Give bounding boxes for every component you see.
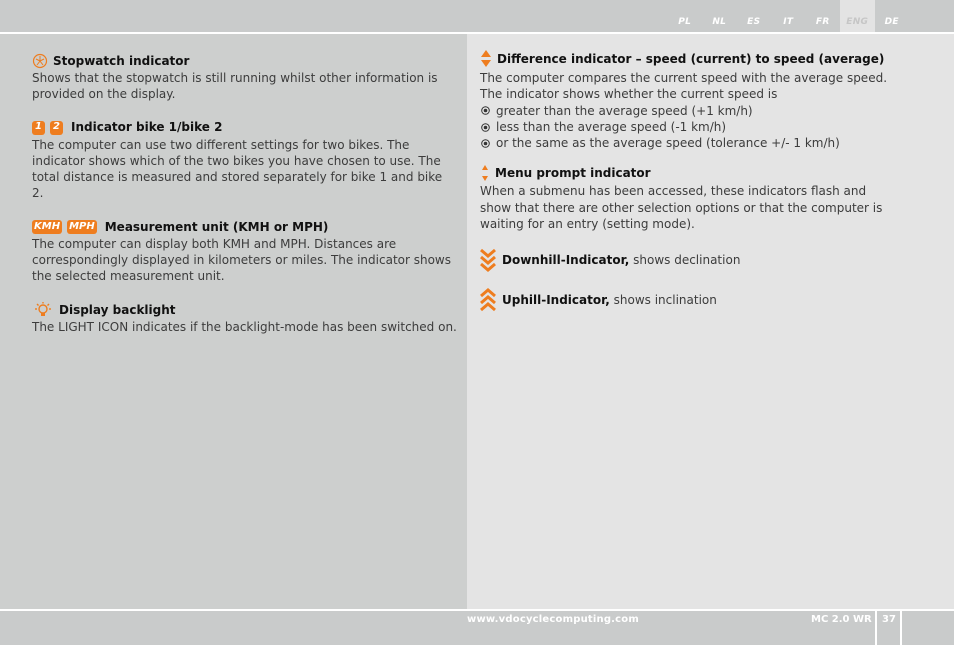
lang-tab-pl[interactable]: PL bbox=[678, 17, 692, 27]
difference-section bbox=[480, 48, 900, 151]
lang-tab-eng[interactable]: ENG bbox=[840, 0, 875, 32]
bike-1-icon: 1 bbox=[32, 121, 45, 135]
bike-section bbox=[32, 119, 457, 202]
bike-2-icon: 2 bbox=[50, 121, 63, 135]
stopwatch-icon bbox=[32, 53, 48, 69]
lang-tab-es[interactable]: ES bbox=[747, 17, 761, 27]
downhill-chevrons-icon bbox=[480, 248, 496, 272]
menu-section bbox=[480, 159, 900, 232]
bike-title: Indicator bike 1/bike 2 bbox=[71, 120, 223, 135]
difference-list bbox=[480, 103, 900, 152]
footer-separator bbox=[875, 611, 877, 645]
bike-text: The computer can use two different settings for two bikes. The indicator shows which of the two bikes you have chosen to use. The total distance is measured and stored separately for bike 1 and bike 2. bbox=[32, 137, 443, 201]
language-tabs bbox=[668, 0, 954, 32]
top-bar bbox=[0, 0, 954, 32]
lang-tab-it[interactable]: IT bbox=[783, 17, 794, 27]
menu-text: When a submenu has been accessed, these indicators flash and show that there are other selection options or that the computer is waiting for an entry (setting mode). bbox=[480, 184, 883, 232]
backlight-text: The LIGHT ICON indicates if the backlight-mode has been switched on. bbox=[32, 319, 457, 334]
target-bullet-icon bbox=[480, 122, 490, 132]
lang-tab-fr[interactable]: FR bbox=[815, 17, 830, 27]
lang-tab-nl[interactable]: NL bbox=[712, 17, 727, 27]
menu-title: Menu prompt indicator bbox=[495, 166, 651, 181]
right-column bbox=[480, 48, 900, 328]
stopwatch-title: Stopwatch indicator bbox=[53, 53, 190, 68]
unit-title: Measurement unit (KMH or MPH) bbox=[104, 219, 329, 234]
page-number: 37 bbox=[882, 614, 896, 625]
footer-bar bbox=[0, 611, 954, 645]
uphill-chevrons-icon bbox=[480, 288, 496, 312]
downhill-row bbox=[480, 248, 900, 272]
target-bullet-icon bbox=[480, 138, 490, 148]
difference-text: The computer compares the current speed with the average speed. The indicator shows whether the current speed is bbox=[480, 71, 888, 102]
backlight-section bbox=[32, 301, 457, 335]
light-bulb-icon bbox=[32, 301, 54, 319]
uphill-row bbox=[480, 288, 900, 312]
target-bullet-icon bbox=[480, 106, 490, 116]
lang-tab-de[interactable]: DE bbox=[884, 17, 899, 27]
footer-separator bbox=[900, 611, 902, 645]
left-column bbox=[32, 52, 457, 351]
unit-section bbox=[32, 218, 457, 285]
uphill-text: Uphill-Indicator, shows inclination bbox=[502, 293, 717, 308]
list-item: greater than the average speed (+1 km/h) bbox=[480, 103, 900, 119]
up-down-triangle-icon bbox=[480, 49, 492, 69]
footer-model: MC 2.0 WR bbox=[811, 614, 872, 625]
backlight-title: Display backlight bbox=[59, 302, 176, 317]
list-item: less than the average speed (-1 km/h) bbox=[480, 119, 900, 135]
kmh-icon: KMH bbox=[32, 220, 62, 234]
list-item: or the same as the average speed (tolerance +/- 1 km/h) bbox=[480, 135, 900, 151]
stopwatch-text: Shows that the stopwatch is still running whilst other information is provided on the display. bbox=[32, 71, 438, 102]
unit-text: The computer can display both KMH and MPH. Distances are correspondingly displayed in kilometers or miles. The indicator shows the selected measurement unit. bbox=[32, 236, 451, 284]
difference-title: Difference indicator – speed (current) to speed (average) bbox=[497, 51, 885, 66]
stopwatch-section bbox=[32, 52, 457, 103]
mph-icon: MPH bbox=[67, 220, 97, 234]
downhill-text: Downhill-Indicator, shows declination bbox=[502, 253, 741, 268]
footer-url-link[interactable]: www.vdocyclecomputing.com bbox=[467, 614, 640, 625]
menu-prompt-icon bbox=[480, 161, 490, 183]
